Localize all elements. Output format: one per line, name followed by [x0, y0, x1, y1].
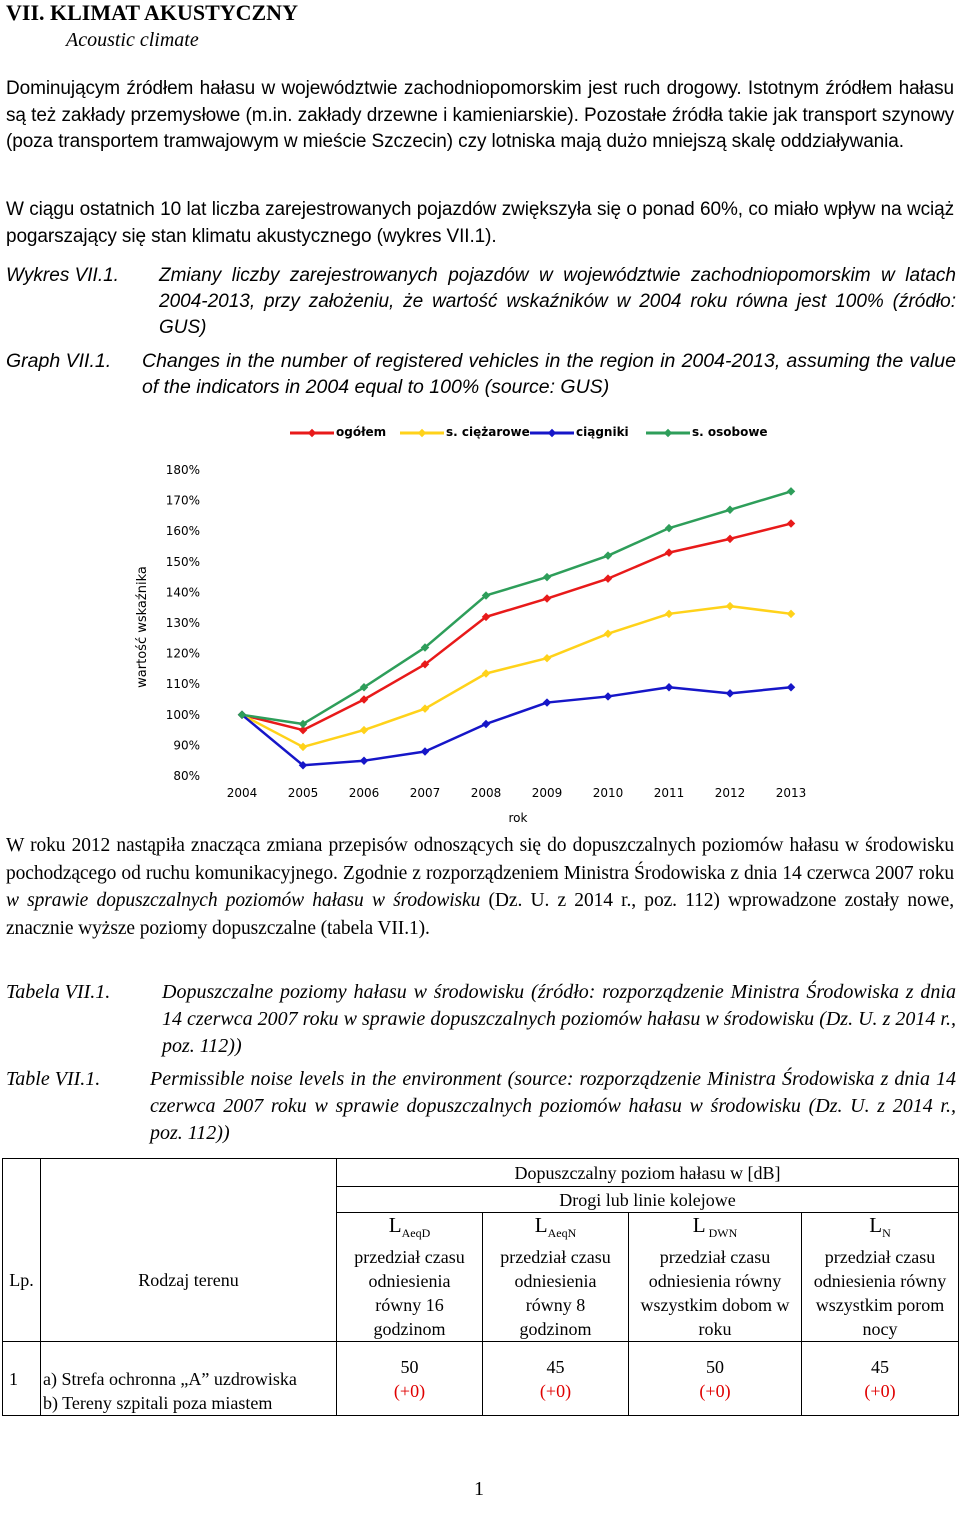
y-tick-label: 140% — [165, 585, 200, 600]
x-tick-label: 2007 — [409, 786, 441, 800]
chart-caption-en — [6, 348, 956, 402]
header-laeqn — [483, 1213, 629, 1342]
section-subtitle: Acoustic climate — [66, 29, 199, 51]
page-number: 1 — [474, 1478, 484, 1500]
legend-label-trucks: s. ciężarowe — [446, 425, 530, 439]
noise-level-table — [2, 1158, 959, 1416]
paragraph-regulation-start: W roku 2012 nastąpiła znacząca zmiana przepisów odnoszących się do dopuszczalnych poziomów hałasu w środowisku pochodzącego od ruchu komunikacyjnego. Zgodnie z rozporządzeniem Ministra Środowiska z dnia 14 czerwca 2007 roku — [6, 835, 954, 884]
header-laeqd-desc: przedział czasu odniesienia równy 16 godzinom — [354, 1247, 465, 1340]
y-tick-label: 130% — [165, 616, 200, 630]
table-caption-pl-text: Dopuszczalne poziomy hałasu w środowisku (źródło: rozporządzenie Ministra Środowiska z dnia 14 czerwca 2007 roku w sprawie dopuszczalnych poziomów hałasu w środowisku (Dz. U. z 2014 r., poz. 112)) — [162, 981, 956, 1057]
table-caption-en-text: Permissible noise levels in the environment (source: rozporządzenie Ministra Środowiska z dnia 14 czerwca 2007 roku w sprawie dopuszczalnych poziomów hałasu w środowisku (Dz. U. z 2014 r., poz. 112)) — [150, 1068, 956, 1144]
table-caption-en-label: Table VII.1. — [6, 1068, 101, 1090]
paragraph-regulation-end: (Dz. U. z 2014 r., poz. 112) wprowadzone zostały nowe, znacznie wyższe poziomy dopuszczalne (tabela VII.1). — [6, 890, 954, 939]
data-point — [726, 506, 734, 514]
header-laeqd — [337, 1213, 483, 1342]
header-ln-symbol: $L_N$ — [869, 1213, 891, 1241]
table-caption-en — [6, 1066, 956, 1150]
data-point — [543, 573, 551, 581]
header-laeqn-desc: przedział czasu odniesienia równy 8 godzinom — [500, 1247, 611, 1340]
row-delta-laeqd: (+0) — [393, 1380, 426, 1401]
row-terrain — [41, 1342, 337, 1416]
x-tick-label: 2010 — [592, 786, 624, 800]
data-point — [543, 594, 551, 602]
data-point — [604, 629, 612, 637]
row-delta-laeqn: (+0) — [539, 1380, 572, 1401]
header-ldwn-desc: przedział czasu odniesienia równy wszystkim dobom w roku — [640, 1247, 790, 1340]
x-tick-label: 2012 — [714, 786, 746, 800]
table-caption-pl — [6, 979, 956, 1063]
data-point — [665, 610, 673, 618]
data-point — [604, 551, 612, 559]
chart-caption-en-label: Graph VII.1. — [6, 350, 112, 372]
y-tick-label: 160% — [165, 524, 200, 539]
y-tick-label: 180% — [165, 463, 200, 477]
y-tick-label: 150% — [165, 554, 200, 569]
y-tick-label: 110% — [165, 677, 200, 692]
x-axis-title: rok — [508, 811, 528, 825]
data-point — [482, 720, 490, 728]
header-roads-railways: Drogi lub linie kolejowe — [337, 1187, 959, 1213]
x-tick-label: 2008 — [470, 786, 502, 800]
x-tick-label: 2011 — [653, 786, 685, 800]
data-point — [726, 689, 734, 697]
legend-label-total: ogółem — [336, 425, 387, 439]
row-value-laeqn: 45 (+0) — [483, 1342, 629, 1416]
header-lp: Lp. — [3, 1159, 41, 1342]
x-tick-label: 2005 — [287, 786, 319, 800]
section-title: VII. KLIMAT AKUSTYCZNY — [6, 0, 298, 25]
x-tick-label: 2004 — [226, 786, 258, 800]
row-value-ldwn: 50 (+0) — [629, 1342, 802, 1416]
data-point — [604, 574, 612, 582]
data-point — [360, 726, 368, 734]
series-line — [242, 524, 791, 731]
row-delta-ldwn: (+0) — [699, 1380, 731, 1401]
paragraph-regulation-italic: w sprawie dopuszczalnych poziomów hałasu w środowisku — [6, 890, 481, 911]
legend-swatch-trucks — [400, 427, 444, 439]
data-point — [604, 692, 612, 700]
series-line — [242, 687, 791, 765]
legend-swatch-tractors — [530, 427, 574, 439]
data-point — [543, 698, 551, 706]
data-point — [665, 683, 673, 691]
chart-caption-en-text: Changes in the number of registered vehicles in the region in 2004-2013, assuming the value of the indicators in 2004 equal to 100% (source: GUS) — [142, 350, 956, 398]
series-line — [242, 606, 791, 747]
header-ln — [802, 1213, 959, 1342]
y-axis-title: wartość wskaźnika — [135, 566, 150, 688]
data-point — [726, 535, 734, 543]
data-point — [726, 602, 734, 610]
row-value-laeqd: 50 (+0) — [337, 1342, 483, 1416]
y-tick-label: 100% — [165, 707, 200, 722]
x-tick-label: 2013 — [775, 786, 807, 800]
header-laeqd-symbol: $L_{AeqD}$ — [388, 1213, 431, 1241]
legend-label-cars: s. osobowe — [692, 425, 768, 439]
header-ln-desc: przedział czasu odniesienia równy wszystkim porom nocy — [813, 1247, 947, 1340]
table-caption-pl-label: Tabela VII.1. — [6, 981, 111, 1003]
header-permissible-level: Dopuszczalny poziom hałasu w [dB] — [337, 1159, 959, 1187]
y-tick-label: 80% — [173, 769, 200, 783]
paragraph-vehicles: W ciągu ostatnich 10 lat liczba zarejestrowanych pojazdów zwiększyła się o ponad 60%, co miało wpływ na wciąż pogarszający się stan klimatu akustycznego (wykres VII.1). — [6, 199, 954, 247]
table-row — [3, 1342, 959, 1416]
chart-legend — [290, 425, 768, 443]
row-terrain-a: a) Strefa ochronna „A” uzdrowiska — [43, 1369, 297, 1390]
header-laeqn-symbol: $L_{AeqN}$ — [534, 1213, 577, 1241]
legend-swatch-total — [290, 427, 334, 439]
vehicle-index-chart — [120, 455, 840, 830]
row-terrain-b: b) Tereny szpitali poza miastem — [43, 1393, 273, 1414]
data-point — [665, 548, 673, 556]
paragraph-regulation — [6, 832, 954, 942]
data-point — [543, 654, 551, 662]
x-tick-label: 2006 — [348, 786, 380, 800]
chart-caption-pl — [6, 263, 956, 343]
data-point — [665, 524, 673, 532]
row-value-ln: 45 (+0) — [802, 1342, 959, 1416]
data-point — [787, 487, 795, 495]
paragraph-intro: Dominującym źródłem hałasu w województwie zachodniopomorskim jest ruch drogowy. Istotnym źródłem hałasu są też zakłady przemysłowe (m.in. zakłady drzewne i kamieniarskie). Pozostałe źródła takie jak transport szynowy (poza transportem tramwajowym w mieście Szczecin) czy lotniska mają dużo mniejszą skalę oddziaływania. — [6, 78, 954, 152]
legend-label-tractors: ciągniki — [576, 425, 629, 439]
data-point — [360, 756, 368, 764]
header-ldwn — [629, 1213, 802, 1342]
x-tick-label: 2009 — [531, 786, 563, 800]
header-ldwn-symbol: L $_{DWN}$ — [692, 1213, 738, 1241]
data-point — [787, 683, 795, 691]
data-point — [421, 747, 429, 755]
header-terrain-type: Rodzaj terenu — [41, 1159, 337, 1342]
row-delta-ln: (+0) — [864, 1380, 896, 1401]
y-tick-label: 120% — [165, 646, 200, 661]
chart-caption-pl-text: Zmiany liczby zarejestrowanych pojazdów w województwie zachodniopomorskim w latach 2004-2013, przy założeniu, że wartość wskaźników w 2004 roku równa jest 100% (źródło: GUS) — [159, 265, 956, 338]
y-tick-label: 170% — [165, 493, 200, 508]
row-lp: 1 — [3, 1342, 41, 1416]
data-point — [787, 610, 795, 618]
chart-caption-pl-label: Wykres VII.1. — [6, 265, 119, 286]
y-tick-label: 90% — [173, 738, 200, 753]
data-point — [787, 519, 795, 527]
legend-swatch-cars — [646, 427, 690, 439]
